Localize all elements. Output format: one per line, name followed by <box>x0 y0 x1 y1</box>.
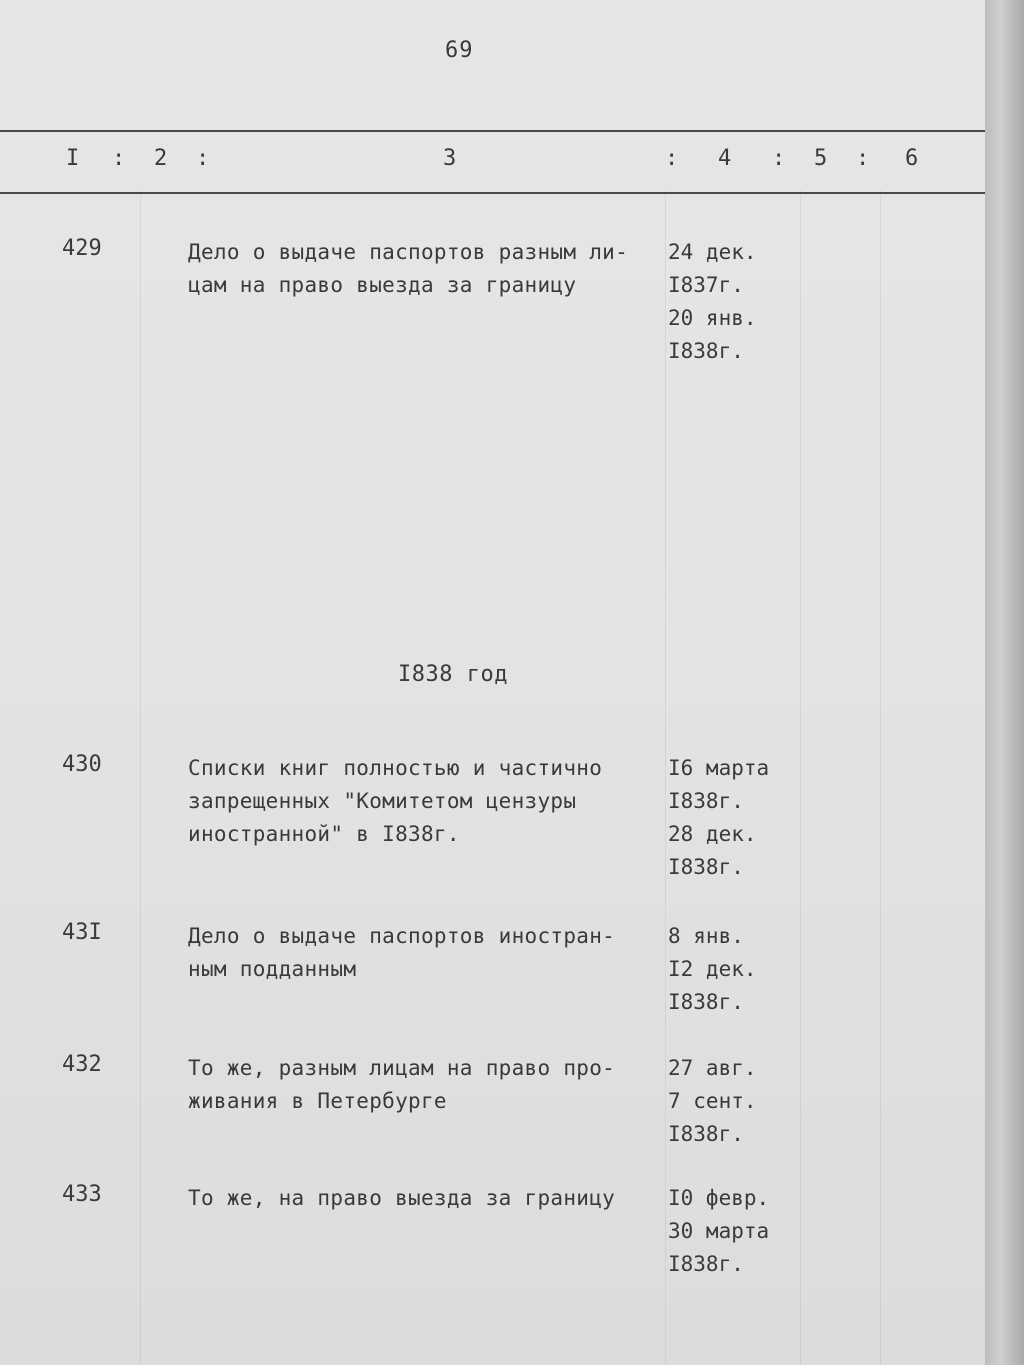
entry-number: 429 <box>62 236 102 261</box>
entry-dates <box>668 1052 798 1151</box>
entry-number: 43I <box>62 920 102 945</box>
header-separator: : <box>665 146 679 171</box>
column-rule <box>800 190 801 1365</box>
header-separator: : <box>856 146 870 171</box>
entry-dates <box>668 236 798 368</box>
entry-date: I838г. <box>668 339 744 363</box>
entry-date: 24 дек. <box>668 240 757 264</box>
entry-date: I838г. <box>668 855 744 879</box>
entry-date: 8 янв. <box>668 924 744 948</box>
entry-date: 30 марта <box>668 1219 770 1243</box>
entry-number: 432 <box>62 1052 102 1077</box>
entry-date: 27 авг. <box>668 1056 757 1080</box>
entry-date: I838г. <box>668 1122 744 1146</box>
entry-date: 20 янв. <box>668 306 757 330</box>
entry-dates <box>668 920 798 1019</box>
entry-title: То же, разным лицам на право про- живания в Петербурге <box>188 1056 616 1113</box>
column-rule <box>140 190 141 1365</box>
header-col-1: I <box>66 146 80 171</box>
entry-dates <box>668 752 798 884</box>
header-separator: : <box>196 146 210 171</box>
header-col-3: 3 <box>443 146 457 171</box>
entry-title: Дело о выдаче паспортов иностран- ным подданным <box>188 924 616 981</box>
header-separator: : <box>772 146 786 171</box>
entry-number: 433 <box>62 1182 102 1207</box>
column-rule <box>880 190 881 1365</box>
entry-dates <box>668 1182 798 1281</box>
header-col-6: 6 <box>905 146 919 171</box>
entry-date: I2 дек. <box>668 957 757 981</box>
year-heading: I838 год <box>398 662 508 687</box>
page-number: 69 <box>445 38 474 63</box>
entry-date: I838г. <box>668 1252 744 1276</box>
entry-title: То же, на право выезда за границу <box>188 1186 616 1210</box>
header-col-2: 2 <box>154 146 168 171</box>
entry-date: I0 февр. <box>668 1186 770 1210</box>
entry-title: Дело о выдаче паспортов разным ли- цам на право выезда за границу <box>188 240 629 297</box>
entry-date: I6 марта <box>668 756 770 780</box>
entry-date: I838г. <box>668 990 744 1014</box>
page-edge <box>985 0 1024 1365</box>
header-col-5: 5 <box>814 146 828 171</box>
header-separator: : <box>112 146 126 171</box>
entry-date: I838г. <box>668 789 744 813</box>
entry-date: 7 сент. <box>668 1089 757 1113</box>
entry-date: 28 дек. <box>668 822 757 846</box>
header-col-4: 4 <box>718 146 732 171</box>
entry-title: Списки книг полностью и частично запрещенных "Комитетом цензуры иностранной" в I838г. <box>188 756 603 846</box>
column-header-row <box>0 130 985 194</box>
entry-date: I837г. <box>668 273 744 297</box>
entry-number: 430 <box>62 752 102 777</box>
